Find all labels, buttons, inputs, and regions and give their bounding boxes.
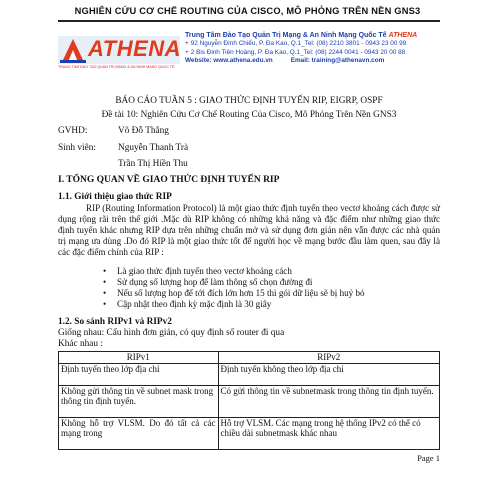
logo-tagline: TRUNG TÂM ĐÀO TẠO QUẢN TRỊ MẠNG & AN NINH MẠNG QUỐC TẾ	[58, 65, 175, 69]
table-cell: Định tuyến theo lớp địa chỉ	[59, 364, 219, 386]
table-row	[59, 364, 440, 386]
table-header-row	[59, 352, 440, 364]
footer-rule	[58, 449, 440, 450]
table-cell: Không hỗ trợ VLSM. Do đó tất cả các mạng trong	[59, 418, 219, 450]
differences-label: Khác nhau :	[58, 339, 103, 349]
location-icon: +	[185, 48, 189, 56]
list-item: • Cập nhật theo định kỳ mặc định là 30 giây	[103, 299, 272, 309]
athena-logo	[58, 36, 180, 64]
org-brand: ATHENA	[388, 32, 418, 39]
org-name: Trung Tâm Đào Tạo Quản Trị Mạng & An Ninh Mạng Quốc Tế ATHENA	[185, 32, 418, 39]
table-cell: Không gửi thông tin về subnet mask trong thông tin định tuyến.	[59, 386, 219, 418]
list-item: • Là giao thức định tuyến theo vectơ khoảng cách	[103, 266, 292, 276]
page-number: Page 1	[417, 453, 440, 463]
athena-emblem-icon	[58, 36, 88, 64]
rip-features-list	[103, 266, 433, 310]
bullet-icon: •	[103, 288, 107, 298]
table-cell: Định tuyến không theo lớp địa chỉ	[218, 364, 439, 386]
logo-brand: ATHENA	[88, 36, 182, 61]
letterhead	[58, 32, 440, 92]
section-1-1-heading: 1.1. Giới thiệu giao thức RIP	[58, 192, 172, 202]
gvhd-value: Võ Đỗ Thắng	[118, 126, 169, 136]
address-line-2: + 2 Bis Đinh Tiên Hoàng, P. Đa Kao, Q.1_Tel: (08) 2244 0041 - 0943 20 00 88	[185, 48, 406, 56]
website[interactable]: Website: www.athena.edu.vn	[185, 57, 273, 65]
section-1-heading: I. TỔNG QUAN VỀ GIAO THỨC ĐỊNH TUYẾN RIP	[58, 175, 280, 185]
comparison-table	[58, 351, 440, 450]
rip-intro-paragraph: RIP (Routing Information Protocol) là một giao thức định tuyến theo vectơ khoảng cách được sử dụng rộng rãi trên thế giới .Mặc dù RIP không có những khả năng và đặc điểm như những giao thức định tuyến khác nhưng RIP dựa trên những chuẩn mở và sử dụng đơn giản nên vẫn được các nhà quản trị mạng ưa dùng .Do đó RIP là một giao thức tốt để người học về mạng bước đầu làm quen, sau đây là các đặc điểm chính của RIP :	[58, 203, 440, 257]
list-item: • Sử dụng số lượng hop để làm thông số chọn đường đi	[103, 277, 313, 287]
student-label: Sinh viên:	[58, 143, 96, 153]
report-title: BÁO CÁO TUẦN 5 : GIAO THỨC ĐỊNH TUYẾN RIP, EIGRP, OSPF	[115, 96, 383, 106]
web-line	[185, 57, 440, 64]
table-row	[59, 386, 440, 418]
running-header: NGHIÊN CỨU CƠ CHẾ ROUTING CỦA CISCO, MÔ PHỎNG TRÊN NỀN GNS3	[74, 6, 421, 16]
topic-line: Đề tài 10: Nghiên Cứu Cơ Chế Routing Của Cisco, Mô Phỏng Trên Nền GNS3	[101, 110, 397, 120]
table-row	[59, 418, 440, 450]
column-header-ripv1: RIPv1	[59, 352, 219, 364]
bullet-icon: •	[103, 299, 107, 309]
column-header-ripv2: RIPv2	[218, 352, 439, 364]
address-line-1: + 92 Nguyễn Đình Chiểu, P. Đa Kao, Q.1_Tel: (08) 2210 3801 - 0943 23 00 99	[185, 40, 407, 48]
table-cell: Có gửi thông tin về subnetmask trong thông tin định tuyến.	[218, 386, 439, 418]
contact-info	[185, 32, 440, 64]
table-cell: Hỗ trợ VLSM. Các mạng trong hệ thống IPv2 có thể có chiều dài subnetmask khác nhau	[218, 418, 439, 450]
similarities-line: Giống nhau: Cấu hình đơn giản, có quy định số router đi qua	[58, 328, 285, 338]
student-1: Nguyễn Thanh Trà	[118, 143, 189, 153]
bullet-icon: •	[103, 266, 107, 276]
location-icon: +	[185, 40, 189, 48]
bullet-icon: •	[103, 277, 107, 287]
email[interactable]: Email: training@athenavn.com	[290, 57, 385, 65]
section-1-2-heading: 1.2. So sánh RIPv1 và RIPv2	[58, 317, 172, 327]
header-rule	[58, 20, 440, 22]
gvhd-label: GVHD:	[58, 126, 88, 136]
student-2: Trần Thị Hiền Thu	[118, 159, 188, 169]
list-item: • Nếu số lượng hop để tới đích lớn hơn 15 thì gói dữ liệu sẽ bị huỷ bỏ	[103, 288, 365, 298]
